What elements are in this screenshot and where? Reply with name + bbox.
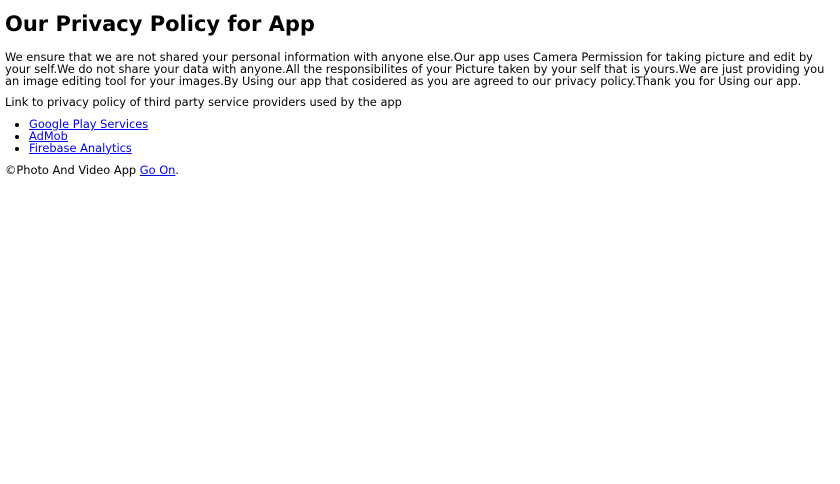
footer-trailing-period: .	[175, 162, 180, 177]
footer-copyright: ©Photo And Video App	[5, 162, 137, 177]
provider-item-admob	[29, 128, 835, 143]
go-on-link[interactable]: Go On	[139, 162, 176, 177]
third-party-label: Link to privacy policy of third party service providers used by the app	[5, 95, 402, 110]
third-party-provider-list	[5, 119, 835, 154]
google-play-services-link[interactable]: Google Play Services	[29, 117, 149, 132]
privacy-intro-paragraph: We ensure that we are not shared your personal information with anyone else.Our app uses Camera Permission for taking picture and edit by your self.We do not share your data with anyone.All the responsibilites of your Picture taken by your self that is yours.We are just providing you an image editing tool for your images.By Using our app that cosidered as you are agreed to our privacy policy.Thank you for Using our app.	[5, 50, 825, 88]
admob-link[interactable]: AdMob	[29, 128, 68, 143]
firebase-analytics-link[interactable]: Firebase Analytics	[29, 140, 132, 155]
provider-item-google-play-services	[29, 119, 835, 131]
footer	[5, 162, 835, 177]
page-title: Our Privacy Policy for App	[5, 12, 315, 36]
provider-item-firebase-analytics	[29, 140, 835, 155]
